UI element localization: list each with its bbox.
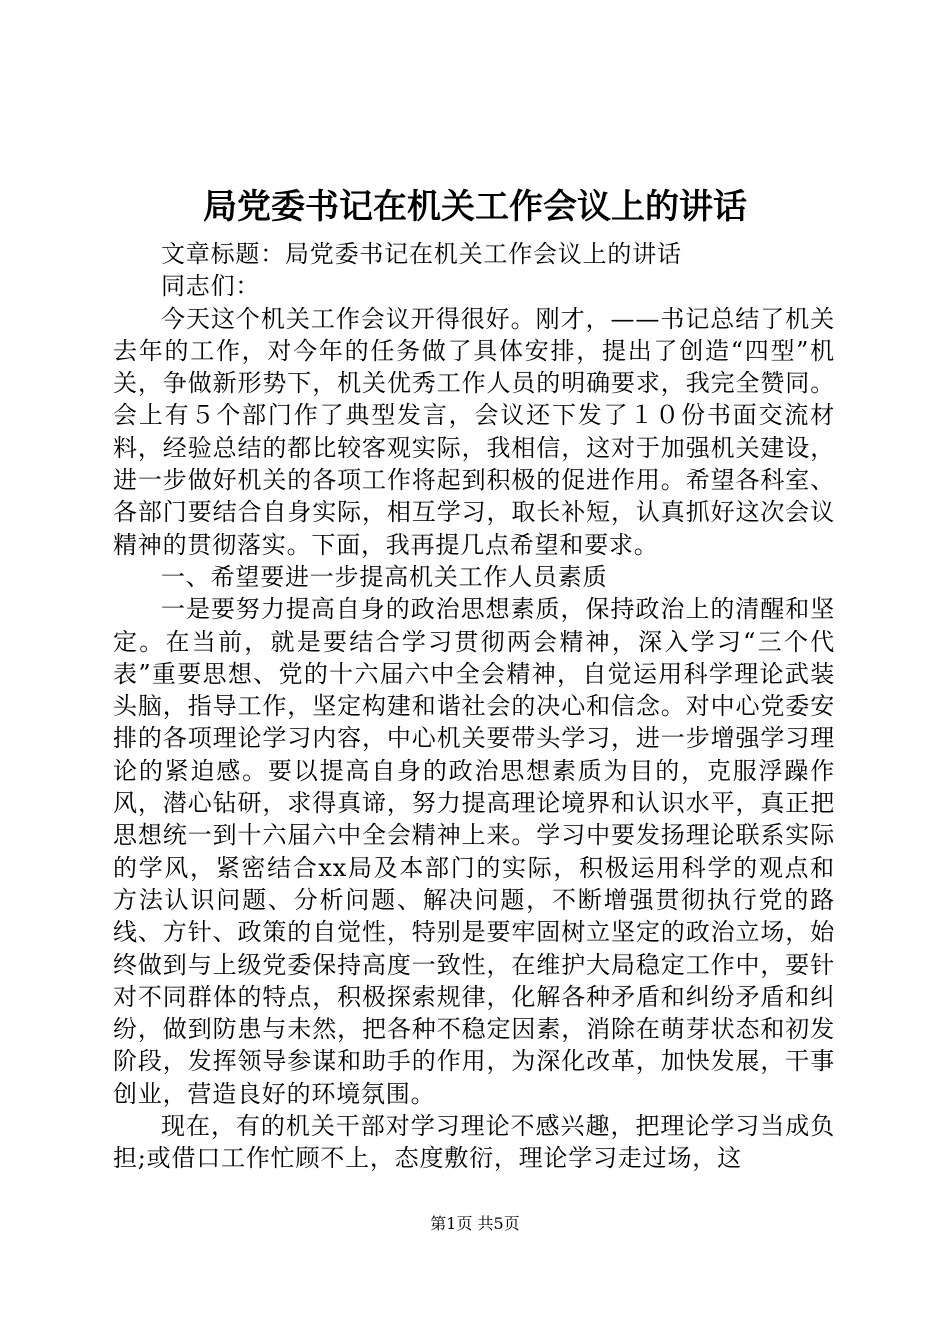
page-number: 第1页 共5页: [430, 1214, 520, 1233]
document-title: 局党委书记在机关工作会议上的讲话: [203, 187, 747, 227]
section-heading: 一、希望要进一步提高机关工作人员素质: [161, 562, 608, 591]
article-title-line: 文章标题：局党委书记在机关工作会议上的讲话: [161, 240, 682, 268]
paragraph: 一是要努力提高自身的政治思想素质，保持政治上的清醒和坚定。在当前，就是要结合学习贯彻两会精神，深入学习“三个代表”重要思想、党的十六届六中全会精神，自觉运用科学理论武装头脑，指导工作，坚定构建和谐社会的决心和信念。对中心党委安排的各项理论学习内容，中心机关要带头学习，进一步增强学习理论的紧迫感。要以提高自身的政治思想素质为目的，克服浮躁作风，潜心钻研，求得真谛，努力提高理论境界和认识水平，真正把思想统一到十六届六中全会精神上来。学习中要发扬理论联系实际的学风，紧密结合xx局及本部门的实际，积极运用科学的观点和方法认识问题、分析问题、解决问题，不断增强贯彻执行党的路线、方针、政策的自觉性，特别是要牢固树立坚定的政治立场，始终做到与上级党委保持高度一致性，在维护大局稳定工作中，要针对不同群体的特点，积极探索规律，化解各种矛盾和纠纷矛盾和纠纷，做到防患与未然，把各种不稳定因素，消除在萌芽状态和初发阶段，发挥领导参谋和助手的作用，为深化改革，加快发展，干事创业，营造良好的环境氛围。: [113, 595, 835, 1108]
document-body: [113, 238, 835, 1175]
salutation: 同志们：: [161, 272, 261, 301]
paragraph: 今天这个机关工作会议开得很好。刚才，——书记总结了机关去年的工作，对今年的任务做了具体安排，提出了创造“四型”机关，争做新形势下，机关优秀工作人员的明确要求，我完全赞同。会上有５个部门作了典型发言，会议还下发了１０份书面交流材料，经验总结的都比较客观实际，我相信，这对于加强机关建设，进一步做好机关的各项工作将起到积极的促进作用。希望各科室、各部门要结合自身实际，相互学习，取长补短，认真抓好这次会议精神的贯彻落实。下面，我再提几点希望和要求。: [113, 304, 835, 559]
paragraph: 现在，有的机关干部对学习理论不感兴趣，把理论学习当成负担;或借口工作忙顾不上，态度敷衍，理论学习走过场，这: [113, 1112, 835, 1173]
